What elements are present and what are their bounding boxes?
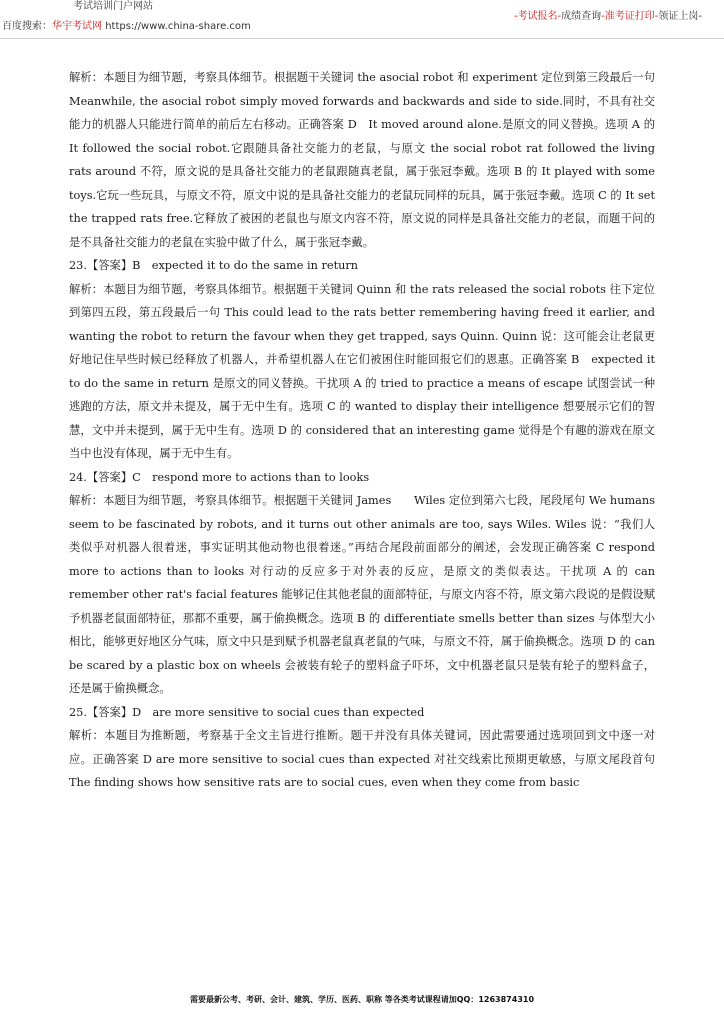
answer-line: 23.【答案】B expected it to do the same in return [69, 259, 359, 272]
answer-line: 24.【答案】C respond more to actions than to looks [69, 470, 370, 484]
header-divider [0, 38, 724, 39]
site-title: 考试培训门户网站 [73, 1, 153, 12]
search-label: 百度搜索： [2, 21, 52, 32]
page-footer: 需要最新公考、考研、会计、建筑、学历、医药、职称 等各类考试课程请加QQ：1263874310 [189, 995, 535, 1004]
answer-line: 25.【答案】D are more sensitive to social cues than expected [69, 705, 425, 719]
analysis-paragraph: 解析：本题目为推断题，考察基于全文主旨进行推断。题干并没有具体关键词，因此需要通过选项回到文中逐一对应。正确答案 D are more sensitive to social cues than expected 对社交线索比预期更敏感，与原文尾段首句 The finding shows how sensitive rats are to social cues, even when they come from basic [69, 729, 655, 789]
page-header [0, 0, 724, 40]
score-query-link[interactable]: 成绩查询 [561, 11, 602, 22]
analysis-paragraph: 解析：本题目为细节题，考察具体细节。根据题干关键词 Quinn 和 the rats released the social robots 往下定位到第四五段，第五段最后一句 This could lead to the rats better remembering having freed it earlier, and wanting the robot to return the favour when they get trapped, says Quinn. Quinn 说：这可能会让老鼠更好地记住早些时候已经释放了机器人，并希望机器人在它们被困住时能回报它们的恩惠。正确答案 B expected it to do the same in return 是原文的同义替换。干扰项 A 的 tried to practice a means of escape 试图尝试一种逃跑的方法，原文并未提及，属于无中生有。选项 C 的 wanted to display their intelligence 想要展示它们的智慧，文中并未提到，属于无中生有。选项 D 的 considered that an interesting game 觉得是个有趣的游戏在原文当中也没有体现，属于无中生有。 [69, 282, 655, 460]
search-brand-link[interactable]: 华宇考试网 [52, 21, 102, 32]
header-nav [514, 11, 702, 23]
certificate-link[interactable]: 领证上岗- [658, 11, 702, 22]
search-line [2, 21, 251, 33]
document-body [69, 66, 655, 795]
exam-registration-link[interactable]: -考试报名- [513, 11, 562, 22]
analysis-paragraph: 解析：本题目为细节题，考察具体细节。根据题干关键词 James Wiles 定位到第六七段，尾段尾句 We humans seem to be fascinated by robots, and it turns out other animals are too, says Wiles. Wiles 说：“我们人类似乎对机器人很着迷，事实证明其他动物也很着迷。”再结合尾段前面部分的阐述，会发现正确答案 C respond more to actions than to looks 对行动的反应多于对外表的反应，是原文的类似表达。干扰项 A 的 can remember other rat's facial features 能够记住其他老鼠的面部特征，与原文内容不符，原文第六段说的是假设赋予机器老鼠面部特征，那都不重要，属于偷换概念。选项 B 的 differentiate smells better than sizes 与体型大小相比，能够更好地区分气味，原文中只是到赋予机器老鼠真老鼠的气味，与原文不符，属于偷换概念。选项 D 的 can be scared by a plastic box on wheels 会被装有轮子的塑料盒子吓坏，文中机器老鼠只是装有轮子的塑料盒子，还是属于偷换概念。 [69, 494, 655, 695]
admission-ticket-link[interactable]: -准考证打印- [601, 11, 659, 22]
search-url-link[interactable]: https://www.china-share.com [105, 21, 251, 32]
analysis-paragraph: 解析：本题目为细节题，考察具体细节。根据题干关键词 the asocial robot 和 experiment 定位到第三段最后一句 Meanwhile, the asocial robot simply moved forwards and backwards and side to side.同时，不具有社交能力的机器人只能进行简单的前后左右移动。正确答案 D It moved around alone.是原文的同义替换。选项 A 的 It followed the social robot.它跟随具备社交能力的老鼠，与原文 the social robot rat followed the living rats around 不符，原文说的是具备社交能力的老鼠跟随真老鼠，属于张冠李戴。选项 B 的 It played with some toys.它玩一些玩具，与原文不符，原文中说的是具备社交能力的老鼠玩同样的玩具，属于张冠李戴。选项 C 的 It set the trapped rats free.它释放了被困的老鼠也与原文内容不符，原文说的同样是具备社交能力的老鼠，而题干问的是不具备社交能力的老鼠在实验中做了什么，属于张冠李戴。 [69, 71, 655, 249]
